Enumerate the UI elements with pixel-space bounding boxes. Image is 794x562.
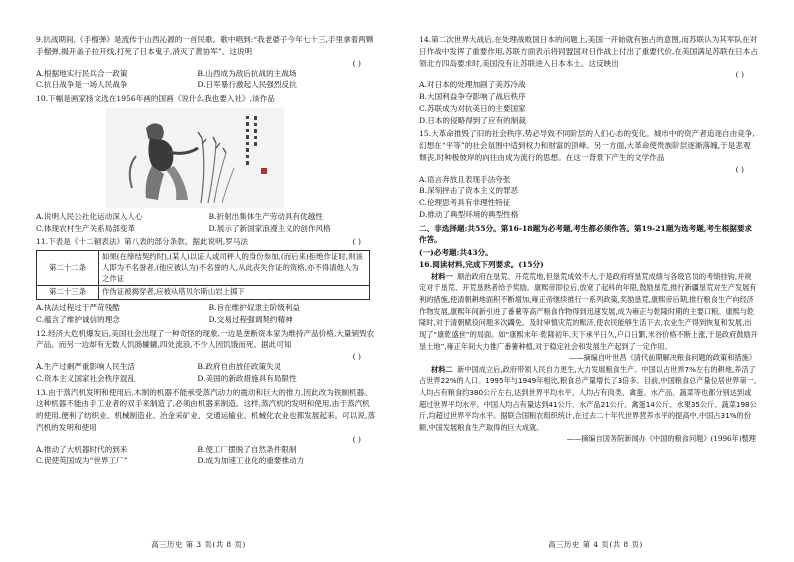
material-source: ——摘编自叶世昌《清代前期解决粮食问题的政策和措施》 bbox=[569, 353, 756, 363]
material-2 bbox=[419, 364, 758, 434]
question-15 bbox=[419, 128, 758, 220]
content-cell: 如果(在缔结契约时),(某人)以证人或司秤人的身份参加,(而后来)拒绝作证时,则该人即为不名誉者,(他应被认为)不名誉的人,从此丧失作证的资格,亦不得请他人为之作证 bbox=[99, 251, 370, 286]
page-footer: 高三历史 第 3 页(共 8 页) bbox=[151, 539, 246, 549]
option-c: C.资本主义国家社会秩序混乱 bbox=[36, 373, 136, 383]
answer-paren: ( ) bbox=[735, 164, 744, 174]
option-b: B.山西成为敌后抗战的主战场 bbox=[197, 68, 297, 78]
option-c: C.蕴含了维护诚信的理念 bbox=[36, 314, 120, 324]
option-d: D.推动了典型环境的典型性格 bbox=[419, 209, 519, 219]
question-14 bbox=[419, 34, 758, 126]
question-12-text: 12.经济大危机爆发后,美国社会出现了一种奇怪的现象,一边是垄断资本家为维持产品价格,大量销毁农产品。而另一边却有无数人饥肠辘辘,四处流浪,不少人因饥饿而死。据此可知 bbox=[36, 328, 375, 350]
answer-paren: ( ) bbox=[352, 352, 361, 362]
table-row bbox=[37, 251, 370, 286]
answer-paren: ( ) bbox=[735, 70, 744, 80]
option-a: A.根据地实行民兵合一政策 bbox=[36, 68, 128, 78]
answer-paren: ( ) bbox=[352, 237, 361, 247]
option-d: D.美国的新政措施具有局限性 bbox=[197, 373, 297, 383]
option-a: A.执法过程过于严苛残酷 bbox=[36, 303, 120, 313]
painting-figure bbox=[106, 108, 284, 208]
material-source: ——摘编自国务院新闻办《中国的粮食问题》(1996年)整理 bbox=[566, 434, 756, 444]
option-d: D.交易过程强调契约精神 bbox=[208, 314, 293, 324]
option-b: B.使工厂摆脱了自然条件限制 bbox=[197, 444, 297, 454]
option-a: A.语言奔放且表现手法夸张 bbox=[419, 174, 511, 184]
material-label: 材料二 bbox=[431, 364, 453, 374]
article-cell: 第二十三条 bbox=[37, 286, 99, 300]
option-d: D.成为加速工业化的重要推动力 bbox=[197, 456, 305, 466]
material-label: 材料一 bbox=[431, 271, 453, 281]
page-footer: 高三历史 第 4 页(共 8 页) bbox=[548, 539, 643, 549]
question-16 bbox=[419, 259, 758, 445]
article-cell: 第二十二条 bbox=[37, 251, 99, 286]
law-table bbox=[36, 250, 370, 300]
option-b: B.大国利益争夺影响了战后秩序 bbox=[419, 92, 526, 102]
option-b: B.政府自由放任政策失灵 bbox=[197, 362, 282, 372]
option-a: A.说明人民公社化运动深入人心 bbox=[36, 211, 143, 221]
material-1 bbox=[419, 271, 758, 353]
answer-paren: ( ) bbox=[352, 434, 361, 444]
option-d: D.日本的侵略得到了应有的制裁 bbox=[419, 115, 526, 125]
material-text: 顺治政府在垦荒、开荒荒地,但垦荒成效不大,于是政府将垦荒成绩与各级官员的考绩挂钩,并规定对于垦荒、开荒垦熟者给予奖励。康熙帝即位后,放宽了起科的年限,鼓励垦荒,推行新疆垦荒对生产发展有利的措施,使清朝耕地面积不断增加,雍正帝继续推行一系列政策,奖励垦荒,康熙帝后期,推行粮食生产向经济作物发展,康熙年间新引进了番薯等高产粮食作物得到迅速发展,成为雍正与乾隆时期的主要口粮。康熙与乾隆时,对于清朝赋役问题多次蠲免。及时审慎灾荒的赈济,使农民能够生活下去,农业生产得到恢复和发展,出现了“康乾盛世”的局面。如“康熙末年·乾隆初年,天下承平日久,户口日繁,米谷价格不断上涨,于是政府鼓励开垦土地”,雍正年间大力推广番薯种植,对于稳定社会和发展生产起到了一定作用。 bbox=[419, 271, 758, 351]
content-cell: 作伪证被揭穿者,应被从塔贝尔斯山岩上掷下 bbox=[99, 286, 370, 300]
question-9 bbox=[36, 34, 375, 91]
question-9-text: 9.抗战期间,《手榴弹》是流传于山西沁源的一首民歌。歌中唱到:“我老婆子今年七十三,手里拿着两颗手榴弹,揭开盖子拉开线,打死了日本鬼子,消灭了黄协军”。这说明 bbox=[36, 35, 374, 56]
option-c: C.抗日战争是一场人民战争 bbox=[36, 80, 128, 90]
option-a: A.生产过剩严重影响人民生活 bbox=[36, 362, 136, 372]
answer-paren: ( ) bbox=[352, 58, 361, 68]
option-b: B.折射出集体生产劳动具有优越性 bbox=[208, 211, 323, 221]
table-row bbox=[37, 286, 370, 300]
option-a: A.对日本的处理加剧了美苏冷战 bbox=[419, 80, 526, 90]
section-heading: 二、非选择题:共55分。第16-18题为必考题,考生都必须作答。第19-21题为选考题,考生根据要求作答。 bbox=[419, 223, 753, 245]
option-a: A.推动了大机器时代的到来 bbox=[36, 444, 128, 454]
question-15-text: 15.大革命推毁了旧的社会秩序,势必导致不同阶层的人们心态的变化。城市中的资产者追逐自由竞争,幻想在“平等”的社会氛围中适到权力和财富的顶峰。另一方面,大革命使贵族阶层逐渐落魄,于是悲观颓丧,时种极彼岸的向往由成为流行的思想。在这一背景下产生的文学作品 bbox=[419, 129, 755, 162]
option-c: C.伦理思考具有非理性特征 bbox=[419, 198, 511, 208]
option-c: C.苏联成为对抗美日的主要国家 bbox=[419, 103, 526, 113]
question-16-text: 16.阅读材料,完成下列要求。(15分) bbox=[419, 260, 544, 270]
painting-illustration bbox=[106, 108, 284, 208]
question-10-text: 10.下幅是画家扬文选在1956年画的国画《说什么我也要入社》,该作品 bbox=[36, 94, 275, 104]
question-10 bbox=[36, 93, 375, 234]
option-d: D.展示了新国家浪漫主义的创作风格 bbox=[208, 223, 331, 233]
option-b: B.旨在维护奴隶主阶级利益 bbox=[208, 303, 301, 313]
option-d: D.日军暴行激起人民强烈反抗 bbox=[197, 80, 297, 90]
question-11 bbox=[36, 236, 375, 325]
right-page bbox=[397, 0, 794, 562]
material-text: 新中国成立后,政府带领人民自力更生,大力发展粮食生产。中国以占世界7%左右的耕地,养活了占世界22%的人口。1995年与1949年相比,粮食总产量增长了3倍多。目前,中国粮食总产量位居世界第一,人均占有粮食约380公斤左右,达到世界平均水平。人均占有肉类、禽蛋、水产品、蔬菜等也都分别达到或超过世界平均水平。中国人均占有量达到41公斤、水产品21公斤、禽蛋14公斤、水果35公斤、蔬菜198公斤,均超过世界平均水平。据联合国粮农组织统计,在过去二十年代世界营养水平的提高中,中国占31%的份额,中国发展粮食生产取得的巨大成就。 bbox=[419, 364, 757, 432]
question-11-text bbox=[36, 236, 375, 248]
option-c: C.体现农村生产关系局部变革 bbox=[36, 223, 136, 233]
option-c: C.促使英国成为“世界工厂” bbox=[36, 456, 128, 466]
question-13 bbox=[36, 387, 375, 468]
question-12 bbox=[36, 328, 375, 385]
question-11-stem: 11.下表是《十二铜表法》第八表的部分条款。据此说明,罗马法 bbox=[36, 237, 248, 247]
subsection-heading: (一)必考题:共43分。 bbox=[419, 248, 493, 258]
question-14-text: 14.第二次世界大战后,在处理战败国日本的问题上,美国一开始就有独占的意图,而苏联认为其军队在对日作战中发挥了重要作用,苏联方面表示将同盟国对日作战上付出了重要代价,在美国满足苏联在日本占领北方四岛要求时,美国没有让苏联进入日本本土。这反映出 bbox=[419, 35, 758, 68]
option-b: B.深刻抨击了资本主义的罪恶 bbox=[419, 186, 519, 196]
question-13-text: 13.由于蒸汽机发明和使用后,木制的机器不能承受蒸汽动力的震动和巨大的推力,因此改为铁制机器。这种机器不能由手工业者的双手来制造了,必须由机器来制造。这样,蒸汽机的发明和使用,由于蒸汽机的使用,便利了纺织业、机械制造业、冶金采矿业、交通运输业、机械化农业也都发展起来。可以说,蒸汽机的发明和使用 bbox=[36, 387, 375, 432]
